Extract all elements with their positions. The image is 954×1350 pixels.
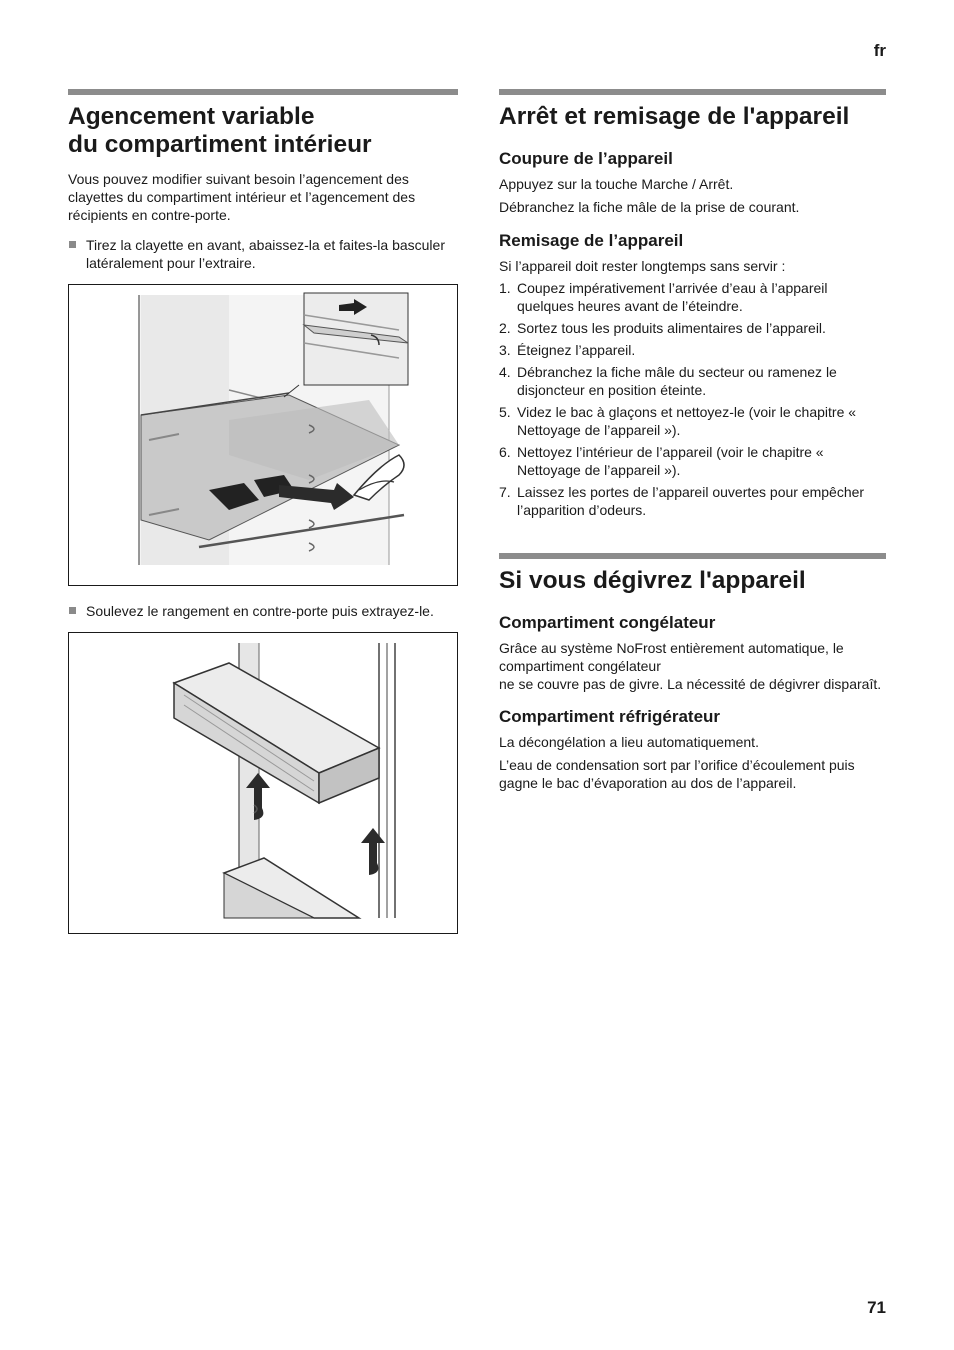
bullet-item-door-rack [68, 602, 458, 620]
title-line-1: Agencement variable [68, 103, 315, 130]
bullet-text: Soulevez le rangement en contre-porte puis extrayez-le. [86, 603, 434, 619]
right-column [499, 89, 886, 797]
paragraph: L’eau de condensation sort par l’orifice d’écoulement puis gagne le bac d’évaporation au dos de l’appareil. [499, 757, 855, 791]
subsection-title-coupure: Coupure de l’appareil [499, 149, 673, 168]
step-text: Laissez les portes de l’appareil ouvertes pour empêcher l’apparition d’odeurs. [517, 484, 865, 518]
title-line-2: du compartiment intérieur [68, 131, 372, 158]
list-item [499, 341, 886, 359]
bullet-square-icon [69, 607, 76, 614]
step-number: 2. [499, 320, 511, 336]
bullet-square-icon [69, 241, 76, 248]
step-text: Nettoyez l’intérieur de l’appareil (voir le chapitre « Nettoyage de l’appareil »). [517, 444, 824, 478]
step-number: 4. [499, 364, 511, 380]
step-number: 5. [499, 404, 511, 420]
figure-shelf-removal [68, 284, 458, 586]
step-number: 6. [499, 444, 511, 460]
paragraph-line: ne se couvre pas de givre. La nécessité de dégivrer disparaît. [499, 676, 882, 692]
paragraph: Appuyez sur la touche Marche / Arrêt. [499, 176, 734, 192]
step-number: 7. [499, 484, 511, 500]
list-item [499, 363, 886, 399]
paragraph [499, 639, 886, 693]
bullet-item-shelf [68, 236, 458, 272]
figure-door-rack-removal [68, 632, 458, 934]
left-column [68, 89, 458, 934]
step-text: Débranchez la fiche mâle du secteur ou ramenez le disjoncteur en position éteinte. [517, 364, 837, 398]
step-text: Sortez tous les produits alimentaires de l’appareil. [517, 320, 826, 336]
section-title-degivrage: Si vous dégivrez l'appareil [499, 567, 806, 594]
step-text: Coupez impérativement l’arrivée d’eau à l’appareil quelques heures avant de l’éteindre. [517, 280, 828, 314]
list-item [499, 319, 886, 337]
list-item [499, 279, 886, 315]
section-title-agencement [68, 103, 458, 159]
subsection-title-refrigerateur: Compartiment réfrigérateur [499, 707, 721, 726]
intro-paragraph: Vous pouvez modifier suivant besoin l’agencement des clayettes du compartiment intérieur et l’agencement des récipients en contre-porte. [68, 171, 416, 223]
paragraph: La décongélation a lieu automatiquement. [499, 734, 759, 750]
step-number: 1. [499, 280, 511, 296]
storage-steps-list [499, 279, 886, 519]
language-marker: fr [873, 41, 886, 60]
door-rack-illustration [69, 633, 457, 933]
step-text: Éteignez l’appareil. [517, 342, 636, 358]
section-rule [499, 553, 886, 559]
step-number: 3. [499, 342, 511, 358]
paragraph: Si l’appareil doit rester longtemps sans servir : [499, 258, 786, 274]
list-item [499, 443, 886, 479]
subsection-title-remisage: Remisage de l’appareil [499, 231, 684, 250]
subsection-title-congelateur: Compartiment congélateur [499, 613, 716, 632]
list-item [499, 403, 886, 439]
list-item [499, 483, 886, 519]
section-rule [68, 89, 458, 95]
section-rule [499, 89, 886, 95]
step-text: Videz le bac à glaçons et nettoyez-le (voir le chapitre « Nettoyage de l’appareil »). [517, 404, 857, 438]
page-number: 71 [867, 1298, 886, 1317]
section-title-arret: Arrêt et remisage de l'appareil [499, 103, 850, 130]
bullet-text: Tirez la clayette en avant, abaissez-la et faites-la basculer latéralement pour l’extraire. [86, 237, 445, 271]
shelf-illustration [69, 285, 457, 585]
paragraph: Débranchez la fiche mâle de la prise de courant. [499, 199, 800, 215]
paragraph-line: Grâce au système NoFrost entièrement automatique, le compartiment congélateur [499, 640, 844, 674]
